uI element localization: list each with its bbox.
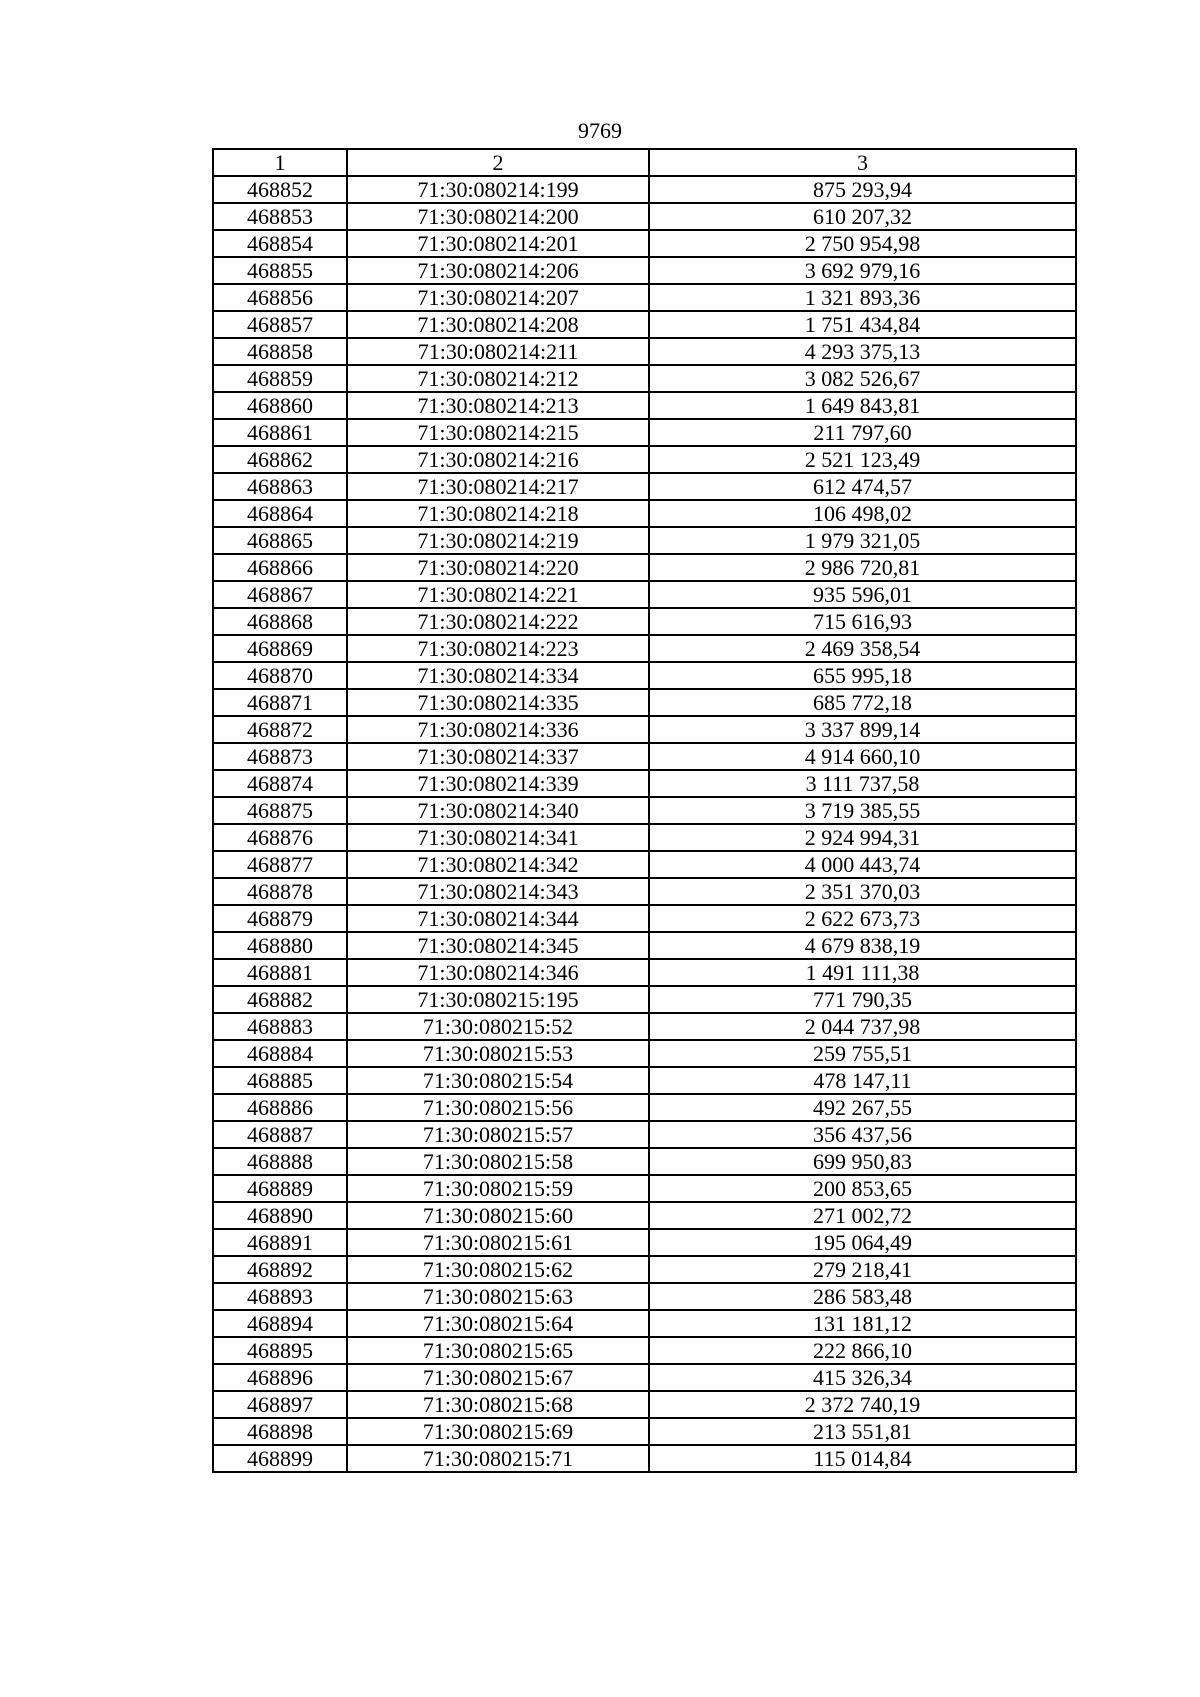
row-number-cell: 468890 [213,1202,347,1229]
row-number-cell: 468858 [213,338,347,365]
table-row [213,581,1076,608]
row-number-cell: 468863 [213,473,347,500]
cadastral-number-cell: 71:30:080214:339 [347,770,649,797]
value-cell: 2 372 740,19 [649,1391,1076,1418]
row-number-cell: 468879 [213,905,347,932]
cadastral-number-cell: 71:30:080215:53 [347,1040,649,1067]
table-row [213,527,1076,554]
value-cell: 211 797,60 [649,419,1076,446]
cadastral-number-cell: 71:30:080214:200 [347,203,649,230]
row-number-cell: 468867 [213,581,347,608]
value-cell: 2 986 720,81 [649,554,1076,581]
table-row [213,716,1076,743]
row-number-cell: 468861 [213,419,347,446]
row-number-cell: 468880 [213,932,347,959]
value-cell: 2 622 673,73 [649,905,1076,932]
value-cell: 2 750 954,98 [649,230,1076,257]
table-row [213,446,1076,473]
cadastral-number-cell: 71:30:080214:206 [347,257,649,284]
row-number-cell: 468854 [213,230,347,257]
value-cell: 1 649 843,81 [649,392,1076,419]
cadastral-number-cell: 71:30:080215:64 [347,1310,649,1337]
header-cell-1: 1 [213,149,347,176]
row-number-cell: 468877 [213,851,347,878]
table-row [213,257,1076,284]
value-cell: 3 692 979,16 [649,257,1076,284]
table-row [213,1337,1076,1364]
cadastral-number-cell: 71:30:080215:58 [347,1148,649,1175]
table-row [213,419,1076,446]
value-cell: 1 979 321,05 [649,527,1076,554]
value-cell: 715 616,93 [649,608,1076,635]
header-cell-3: 3 [649,149,1076,176]
table-row [213,797,1076,824]
cadastral-number-cell: 71:30:080215:63 [347,1283,649,1310]
value-cell: 2 924 994,31 [649,824,1076,851]
value-cell: 2 521 123,49 [649,446,1076,473]
table-row [213,1364,1076,1391]
value-cell: 610 207,32 [649,203,1076,230]
table-row [213,905,1076,932]
table-row [213,662,1076,689]
table-row [213,284,1076,311]
cadastral-number-cell: 71:30:080214:220 [347,554,649,581]
value-cell: 4 000 443,74 [649,851,1076,878]
row-number-cell: 468852 [213,176,347,203]
cadastral-number-cell: 71:30:080215:54 [347,1067,649,1094]
row-number-cell: 468892 [213,1256,347,1283]
row-number-cell: 468870 [213,662,347,689]
row-number-cell: 468898 [213,1418,347,1445]
cadastral-number-cell: 71:30:080215:71 [347,1445,649,1472]
row-number-cell: 468882 [213,986,347,1013]
value-cell: 271 002,72 [649,1202,1076,1229]
table-row [213,743,1076,770]
row-number-cell: 468855 [213,257,347,284]
data-table [212,148,1077,1473]
table-row [213,1202,1076,1229]
value-cell: 4 293 375,13 [649,338,1076,365]
cadastral-number-cell: 71:30:080214:346 [347,959,649,986]
row-number-cell: 468895 [213,1337,347,1364]
row-number-cell: 468889 [213,1175,347,1202]
row-number-cell: 468860 [213,392,347,419]
row-number-cell: 468884 [213,1040,347,1067]
value-cell: 875 293,94 [649,176,1076,203]
cadastral-number-cell: 71:30:080215:67 [347,1364,649,1391]
cadastral-number-cell: 71:30:080214:343 [347,878,649,905]
value-cell: 699 950,83 [649,1148,1076,1175]
row-number-cell: 468876 [213,824,347,851]
table-row [213,878,1076,905]
value-cell: 3 111 737,58 [649,770,1076,797]
table-row [213,635,1076,662]
row-number-cell: 468894 [213,1310,347,1337]
cadastral-number-cell: 71:30:080215:60 [347,1202,649,1229]
cadastral-number-cell: 71:30:080215:69 [347,1418,649,1445]
cadastral-number-cell: 71:30:080215:52 [347,1013,649,1040]
cadastral-number-cell: 71:30:080214:334 [347,662,649,689]
cadastral-number-cell: 71:30:080214:345 [347,932,649,959]
cadastral-number-cell: 71:30:080214:344 [347,905,649,932]
row-number-cell: 468881 [213,959,347,986]
cadastral-number-cell: 71:30:080214:217 [347,473,649,500]
cadastral-number-cell: 71:30:080214:218 [347,500,649,527]
value-cell: 2 469 358,54 [649,635,1076,662]
value-cell: 279 218,41 [649,1256,1076,1283]
row-number-cell: 468871 [213,689,347,716]
value-cell: 3 719 385,55 [649,797,1076,824]
table-row [213,959,1076,986]
value-cell: 286 583,48 [649,1283,1076,1310]
row-number-cell: 468888 [213,1148,347,1175]
table-row [213,986,1076,1013]
table-row [213,1445,1076,1472]
cadastral-number-cell: 71:30:080215:62 [347,1256,649,1283]
row-number-cell: 468885 [213,1067,347,1094]
table-row [213,770,1076,797]
table-row [213,473,1076,500]
cadastral-number-cell: 71:30:080215:195 [347,986,649,1013]
row-number-cell: 468897 [213,1391,347,1418]
row-number-cell: 468856 [213,284,347,311]
value-cell: 131 181,12 [649,1310,1076,1337]
cadastral-number-cell: 71:30:080215:57 [347,1121,649,1148]
row-number-cell: 468857 [213,311,347,338]
cadastral-number-cell: 71:30:080215:68 [347,1391,649,1418]
page-number: 9769 [578,118,622,143]
value-cell: 935 596,01 [649,581,1076,608]
value-cell: 612 474,57 [649,473,1076,500]
value-cell: 685 772,18 [649,689,1076,716]
cadastral-number-cell: 71:30:080214:208 [347,311,649,338]
cadastral-number-cell: 71:30:080214:219 [347,527,649,554]
row-number-cell: 468893 [213,1283,347,1310]
value-cell: 200 853,65 [649,1175,1076,1202]
table-row [213,1121,1076,1148]
row-number-cell: 468875 [213,797,347,824]
row-number-cell: 468868 [213,608,347,635]
table-row [213,689,1076,716]
table-row [213,608,1076,635]
header-row [213,149,1076,176]
value-cell: 3 337 899,14 [649,716,1076,743]
value-cell: 492 267,55 [649,1094,1076,1121]
row-number-cell: 468872 [213,716,347,743]
cadastral-number-cell: 71:30:080214:199 [347,176,649,203]
table-row [213,932,1076,959]
table-header [213,149,1076,176]
cadastral-number-cell: 71:30:080214:211 [347,338,649,365]
cadastral-number-cell: 71:30:080214:212 [347,365,649,392]
header-cell-2: 2 [347,149,649,176]
table-row [213,1418,1076,1445]
cadastral-number-cell: 71:30:080215:59 [347,1175,649,1202]
table-row [213,176,1076,203]
cadastral-number-cell: 71:30:080214:222 [347,608,649,635]
table-row [213,1310,1076,1337]
value-cell: 415 326,34 [649,1364,1076,1391]
value-cell: 3 082 526,67 [649,365,1076,392]
cadastral-number-cell: 71:30:080214:336 [347,716,649,743]
value-cell: 356 437,56 [649,1121,1076,1148]
value-cell: 771 790,35 [649,986,1076,1013]
cadastral-number-cell: 71:30:080214:335 [347,689,649,716]
cadastral-number-cell: 71:30:080215:65 [347,1337,649,1364]
value-cell: 1 751 434,84 [649,311,1076,338]
table-row [213,1175,1076,1202]
value-cell: 2 351 370,03 [649,878,1076,905]
value-cell: 115 014,84 [649,1445,1076,1472]
row-number-cell: 468864 [213,500,347,527]
table-row [213,311,1076,338]
row-number-cell: 468878 [213,878,347,905]
cadastral-number-cell: 71:30:080214:342 [347,851,649,878]
table-row [213,824,1076,851]
row-number-cell: 468887 [213,1121,347,1148]
cadastral-number-cell: 71:30:080214:216 [347,446,649,473]
cadastral-number-cell: 71:30:080214:201 [347,230,649,257]
value-cell: 259 755,51 [649,1040,1076,1067]
cadastral-number-cell: 71:30:080214:340 [347,797,649,824]
table-body [213,176,1076,1472]
table-row [213,1229,1076,1256]
row-number-cell: 468899 [213,1445,347,1472]
row-number-cell: 468859 [213,365,347,392]
cadastral-number-cell: 71:30:080214:207 [347,284,649,311]
row-number-cell: 468873 [213,743,347,770]
table-row [213,338,1076,365]
value-cell: 1 321 893,36 [649,284,1076,311]
row-number-cell: 468874 [213,770,347,797]
table-row [213,1094,1076,1121]
value-cell: 1 491 111,38 [649,959,1076,986]
cadastral-number-cell: 71:30:080215:61 [347,1229,649,1256]
cadastral-number-cell: 71:30:080214:221 [347,581,649,608]
table-row [213,554,1076,581]
cadastral-number-cell: 71:30:080214:213 [347,392,649,419]
cadastral-number-cell: 71:30:080214:215 [347,419,649,446]
value-cell: 213 551,81 [649,1418,1076,1445]
cadastral-number-cell: 71:30:080214:341 [347,824,649,851]
value-cell: 4 679 838,19 [649,932,1076,959]
cadastral-number-cell: 71:30:080215:56 [347,1094,649,1121]
table-row [213,365,1076,392]
table-row [213,392,1076,419]
value-cell: 478 147,11 [649,1067,1076,1094]
table-row [213,1067,1076,1094]
cadastral-number-cell: 71:30:080214:337 [347,743,649,770]
table-row [213,1013,1076,1040]
value-cell: 106 498,02 [649,500,1076,527]
table-row [213,1256,1076,1283]
table-row [213,1148,1076,1175]
row-number-cell: 468891 [213,1229,347,1256]
cadastral-number-cell: 71:30:080214:223 [347,635,649,662]
row-number-cell: 468866 [213,554,347,581]
value-cell: 655 995,18 [649,662,1076,689]
table-row [213,1391,1076,1418]
row-number-cell: 468886 [213,1094,347,1121]
value-cell: 2 044 737,98 [649,1013,1076,1040]
table-row [213,1283,1076,1310]
table-row [213,1040,1076,1067]
row-number-cell: 468869 [213,635,347,662]
table-row [213,851,1076,878]
row-number-cell: 468865 [213,527,347,554]
value-cell: 195 064,49 [649,1229,1076,1256]
row-number-cell: 468853 [213,203,347,230]
row-number-cell: 468896 [213,1364,347,1391]
value-cell: 222 866,10 [649,1337,1076,1364]
value-cell: 4 914 660,10 [649,743,1076,770]
table-row [213,230,1076,257]
table-row [213,203,1076,230]
row-number-cell: 468883 [213,1013,347,1040]
table-row [213,500,1076,527]
row-number-cell: 468862 [213,446,347,473]
